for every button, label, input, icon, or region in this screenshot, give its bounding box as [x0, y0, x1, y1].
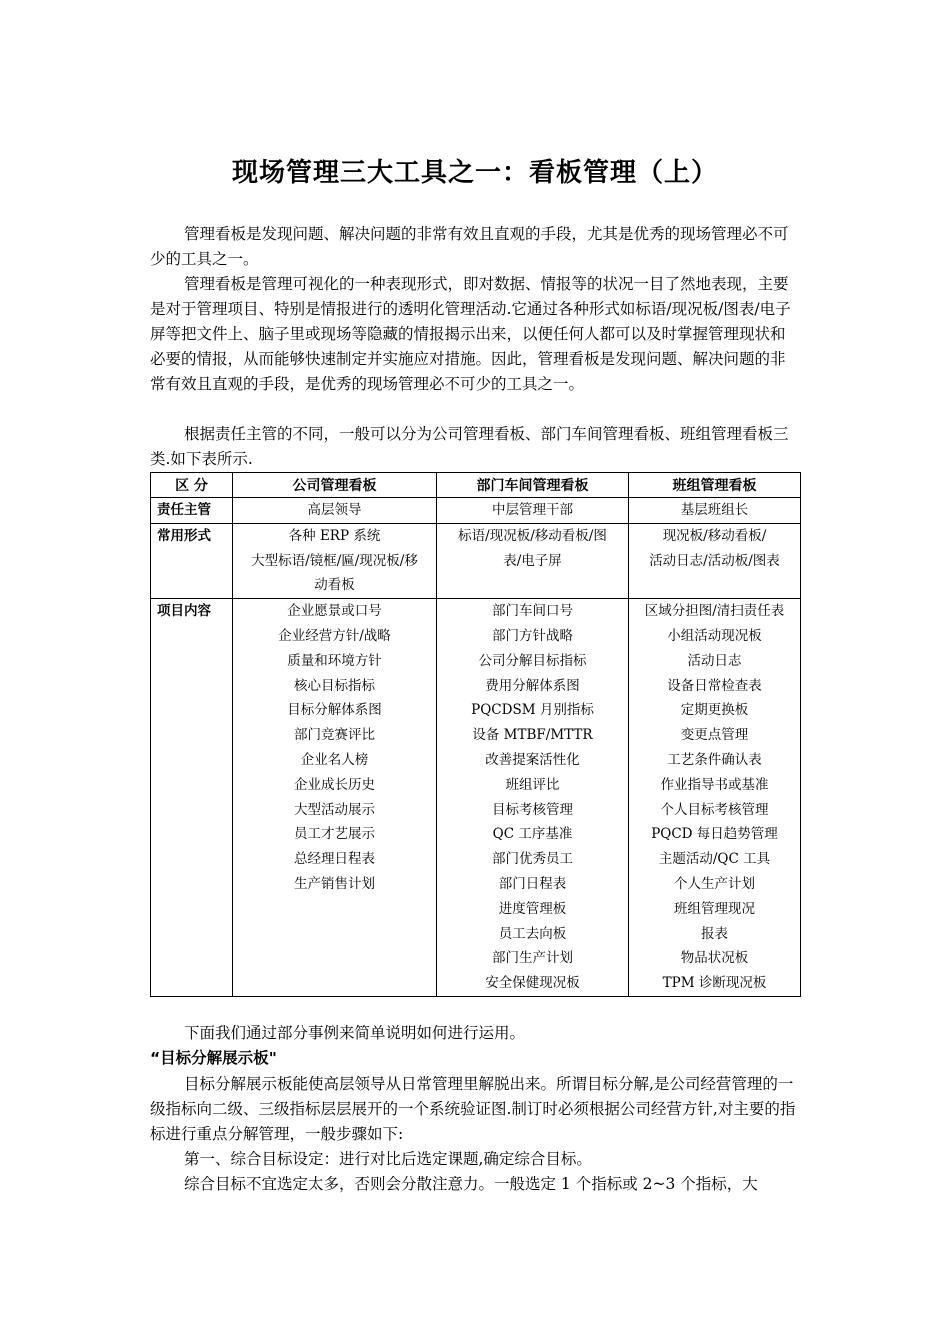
cell-responsible-department: 中层管理干部 — [437, 498, 629, 524]
cell-line: PQCDSM 月别指标 — [471, 702, 594, 719]
cell-line: 小组活动现况板 — [667, 627, 762, 644]
intro-paragraph-1: 管理看板是发现问题、解决问题的非常有效且直观的手段，尤其是优秀的现场管理必不可少的工具之一。 — [150, 225, 789, 268]
cell-line: 总经理日程表 — [294, 851, 375, 868]
cell-line: 大型标语/镜框/匾/现况板/移 — [251, 552, 418, 569]
cell-items-department — [437, 599, 629, 997]
cell-line: 班组管理现况 — [674, 900, 755, 917]
cell-line: 设备 MTBF/MTTR — [472, 727, 593, 744]
target-board-paragraph: 目标分解展示板能使高层领导从日常管理里解脱出来。所谓目标分解,是公司经营管理的一级指标向二级、三级指标层层展开的一个系统验证图.制订时必须根据公司经营方针,对主要的指标进行重点分解管理，一般步骤如下: — [150, 1075, 796, 1143]
cell-line: 部门方针战略 — [492, 627, 573, 644]
cell-line: 现况板/移动看板/ — [662, 527, 767, 544]
cell-items-team — [629, 599, 801, 997]
intro-paragraph-3: 根据责任主管的不同，一般可以分为公司管理看板、部门车间管理看板、班组管理看板三类.如下表所示. — [150, 425, 789, 468]
cell-line: 企业名人榜 — [300, 751, 369, 768]
cell-forms-department — [437, 523, 629, 598]
cell-line: 设备日常检查表 — [667, 677, 762, 694]
cell-line: 标语/现况板/移动看板/图 — [458, 527, 607, 544]
cell-line: 员工去向板 — [498, 925, 567, 942]
target-advice-paragraph: 综合目标不宜选定太多，否则会分散注意力。一般选定 1 个指标或 2~3 个指标，大 — [184, 1175, 758, 1193]
cell-responsible-team: 基层班组长 — [629, 498, 801, 524]
cell-forms-team — [629, 523, 801, 598]
cell-line: 动看板 — [314, 577, 355, 594]
cell-line: 企业愿景或口号 — [287, 603, 382, 620]
cell-line: 企业成长历史 — [294, 776, 375, 793]
cell-line: 部门车间口号 — [492, 603, 573, 620]
row-label-items: 项目内容 — [151, 599, 233, 997]
cell-forms-company — [233, 523, 437, 598]
document-title: 现场管理三大工具之一：看板管理（上） — [231, 158, 718, 188]
cell-line: 大型活动展示 — [294, 801, 375, 818]
table-header-row — [151, 473, 801, 498]
cell-line: 工艺条件确认表 — [667, 751, 762, 768]
cell-line: 作业指导书或基准 — [660, 776, 769, 793]
cell-line: 变更点管理 — [680, 727, 749, 744]
cell-line: 核心目标指标 — [294, 677, 375, 694]
example-intro-paragraph: 下面我们通过部分事例来简单说明如何进行运用。 — [184, 1024, 526, 1042]
row-label-forms: 常用形式 — [151, 523, 233, 598]
cell-responsible-company: 高层领导 — [233, 498, 437, 524]
table-row-items — [151, 599, 801, 997]
cell-line: PQCD 每日趋势管理 — [651, 826, 778, 843]
cell-line: 目标考核管理 — [492, 801, 573, 818]
cell-line: 各种 ERP 系统 — [288, 527, 381, 544]
header-company-board: 公司管理看板 — [233, 473, 437, 498]
table-row-forms — [151, 523, 801, 598]
cell-line: 区域分担图/清扫责任表 — [644, 603, 785, 620]
cell-line: 进度管理板 — [498, 900, 567, 917]
intro-paragraph-2: 管理看板是管理可视化的一种表现形式，即对数据、情报等的状况一目了然地表现，主要是对于管理项目、特别是情报进行的透明化管理活动.它通过各种形式如标语/现况板/图表/电子屏等把文件上、脑子里或现场等隐藏的情报揭示出来，以便任何人都可以及时掌握管理现状和必要的情报，从而能够快速制定并实施应对措施。因此，管理看板是发现问题、解决问题的非常有效且直观的手段，是优秀的现场管理必不可少的工具之一。 — [150, 275, 791, 393]
section-subheading: “目标分解展示板" — [150, 1049, 277, 1067]
cell-line: QC 工序基准 — [492, 826, 573, 843]
cell-line: 生产销售计划 — [294, 875, 375, 892]
cell-line: 个人目标考核管理 — [660, 801, 769, 818]
cell-line: 定期更换板 — [680, 702, 749, 719]
cell-line: 物品状况板 — [680, 950, 749, 967]
table-row-responsible — [151, 498, 801, 524]
row-label-responsible: 责任主管 — [151, 498, 233, 524]
cell-line: 报表 — [701, 925, 728, 942]
cell-line: 表/电子屏 — [503, 552, 562, 569]
step-one-paragraph: 第一、综合目标设定：进行对比后选定课题,确定综合目标。 — [184, 1150, 592, 1168]
cell-line: 目标分解体系图 — [287, 702, 382, 719]
header-category: 区 分 — [151, 473, 233, 498]
cell-line: 企业经营方针/战略 — [278, 627, 391, 644]
cell-line: 活动日志/活动板/图表 — [649, 552, 780, 569]
cell-line: 主题活动/QC 工具 — [658, 851, 771, 868]
cell-line: 部门优秀员工 — [492, 851, 573, 868]
kanban-classification-table — [150, 472, 801, 997]
cell-line: 班组评比 — [505, 776, 560, 793]
header-department-board: 部门车间管理看板 — [437, 473, 629, 498]
cell-line: 部门竞赛评比 — [294, 727, 375, 744]
header-team-board: 班组管理看板 — [629, 473, 801, 498]
cell-line: 安全保健现况板 — [485, 975, 580, 992]
cell-line: 费用分解体系图 — [485, 677, 580, 694]
cell-line: 改善提案活性化 — [485, 751, 580, 768]
cell-line: TPM 诊断现况板 — [662, 975, 767, 992]
cell-line: 部门生产计划 — [492, 950, 573, 967]
cell-line: 活动日志 — [687, 652, 742, 669]
cell-line: 质量和环境方针 — [287, 652, 382, 669]
cell-line: 部门日程表 — [498, 875, 567, 892]
cell-items-company — [233, 599, 437, 997]
cell-line: 个人生产计划 — [674, 875, 755, 892]
cell-line: 员工才艺展示 — [294, 826, 375, 843]
cell-line: 公司分解目标指标 — [478, 652, 587, 669]
